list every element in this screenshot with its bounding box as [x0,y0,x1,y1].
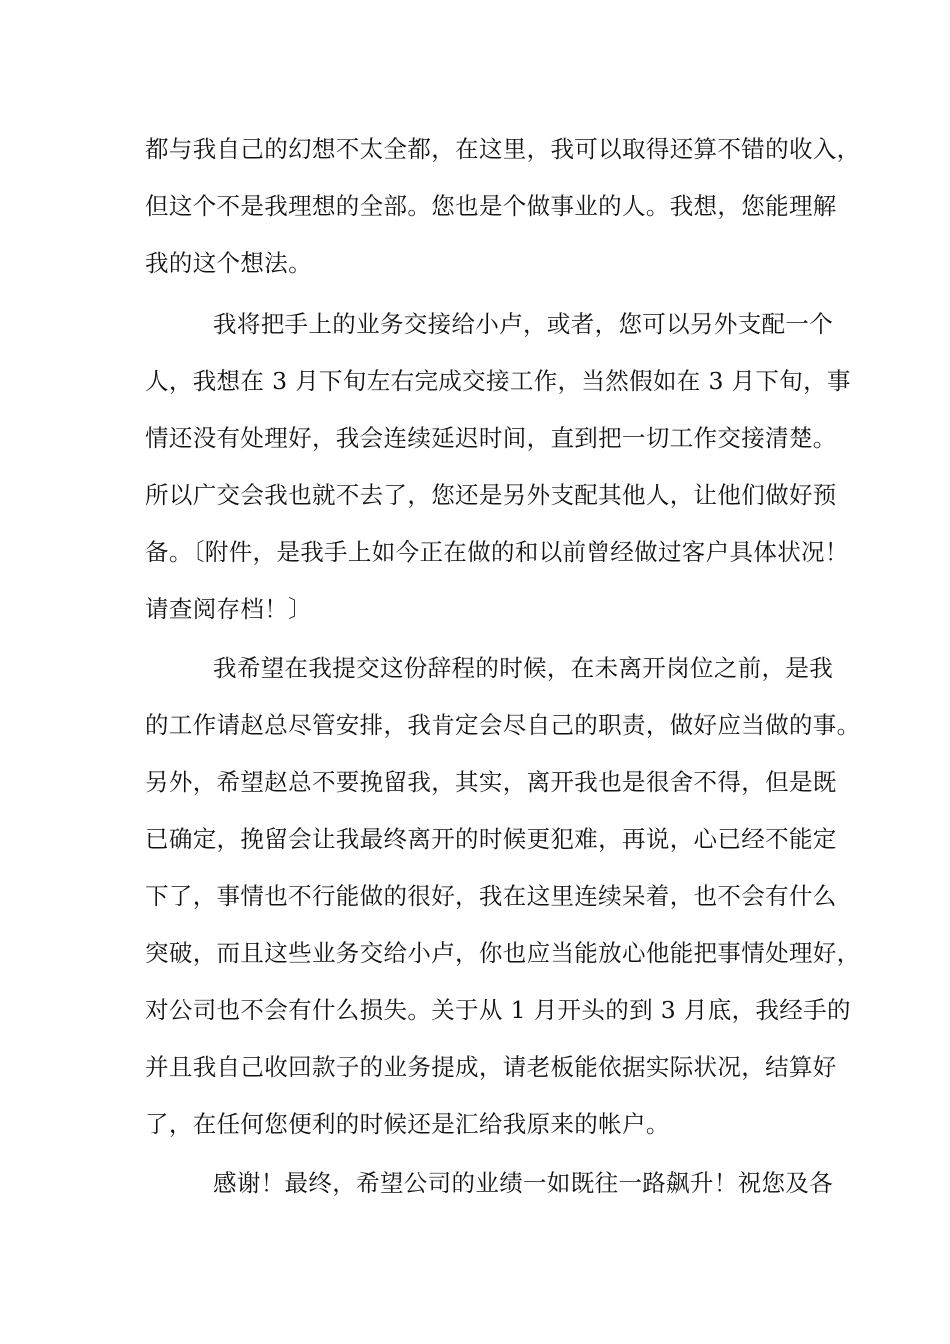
text-line: 但这个不是我理想的全部。您也是个做事业的人。我想，您能理解 [145,192,837,220]
paragraph-start-line: 我希望在我提交这份辞程的时候，在未离开岗位之前，是我 [213,654,834,682]
text-line: 所以广交会我也就不去了，您还是另外支配其他人，让他们做好预 [145,481,837,509]
text-line: 的工作请赵总尽管安排，我肯定会尽自己的职责，做好应当做的事。 [145,711,861,739]
paragraph-start-line: 感谢！最终，希望公司的业绩一如既往一路飙升！祝您及各 [213,1169,834,1197]
text-line: 备。〔附件，是我手上如今正在做的和以前曾经做过客户具体状况！ [145,538,849,566]
text-line: 人，我想在 3 月下旬左右完成交接工作，当然假如在 3 月下旬，事 [145,367,851,395]
text-line: 情还没有处理好，我会连续延迟时间，直到把一切工作交接清楚。 [145,424,837,452]
text-line: 已确定，挽留会让我最终离开的时候更犯难，再说，心已经不能定 [145,825,837,853]
text-line: 了，在任何您便利的时候还是汇给我原来的帐户。 [145,1110,670,1138]
text-line: 另外，希望赵总不要挽留我，其实，离开我也是很舍不得，但是既 [145,768,837,796]
text-line: 并且我自己收回款子的业务提成，请老板能依据实际状况，结算好 [145,1053,837,1081]
text-line: 突破，而且这些业务交给小卢，你也应当能放心他能把事情处理好， [145,939,861,967]
text-line: 对公司也不会有什么损失。关于从 1 月开头的到 3 月底，我经手的 [145,996,851,1024]
text-line: 下了，事情也不行能做的很好，我在这里连续呆着，也不会有什么 [145,882,837,910]
text-line: 请查阅存档！〕 [145,595,312,623]
text-line: 我的这个想法。 [145,249,312,277]
text-line: 都与我自己的幻想不太全都，在这里，我可以取得还算不错的收入， [145,135,861,163]
paragraph-start-line: 我将把手上的业务交接给小卢，或者，您可以另外支配一个 [213,310,834,338]
